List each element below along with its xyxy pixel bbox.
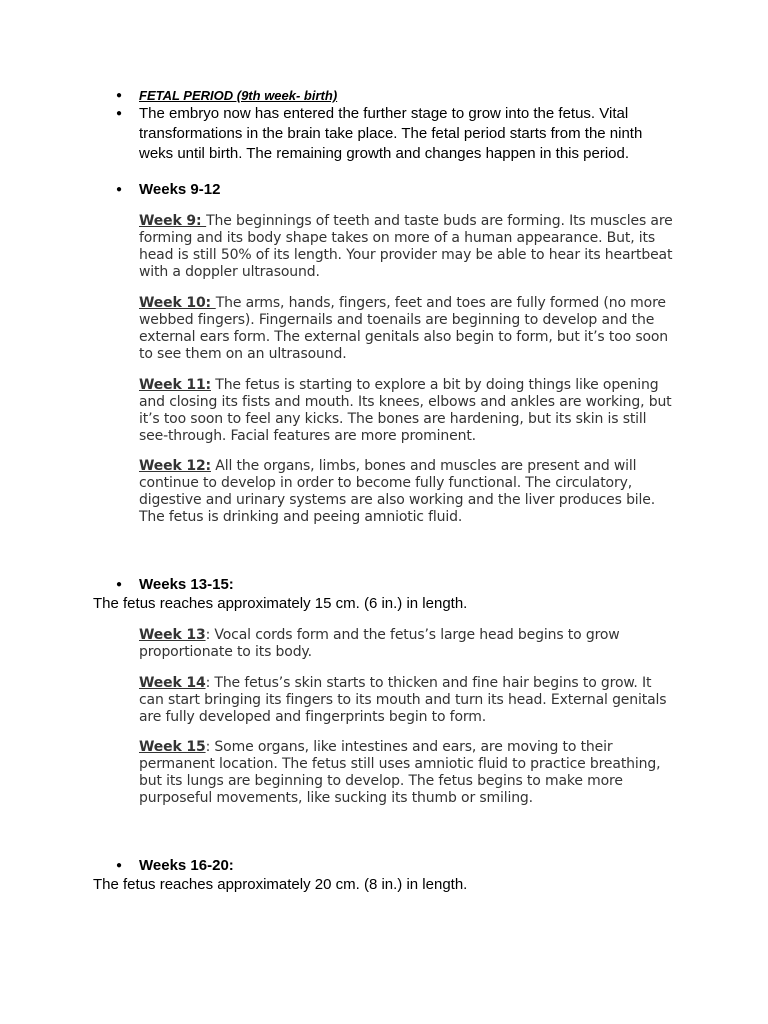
week-13-paragraph [139,627,679,661]
week-11-paragraph [139,377,679,445]
fetal-intro-item [116,104,659,164]
week-text: : The fetus’s skin starts to thicken and fine hair begins to grow. It can start bringing its fingers to its mouth and turn its head. External genitals are fully developed and fingerprints begin to form. [139,675,667,725]
week-text: The beginnings of teeth and taste buds are forming. Its muscles are forming and its body shape takes on more of a human appearance. But, its head is still 50% of its length. Your provider may be able to hear its heartbeat with a doppler ultrasound. [139,213,673,280]
week-text: All the organs, limbs, bones and muscles are present and will continue to develop in order to become fully functional. The circulatory, digestive and urinary systems are also working and the liver produces bile. The fetus is drinking and peeing amniotic fluid. [139,458,656,525]
week-15-paragraph [139,739,679,807]
week-10-paragraph [139,295,679,363]
fetal-period-heading: FETAL PERIOD (9th week- birth) [139,88,338,103]
week-label: Week 14 [139,675,206,691]
week-label: Week 13 [139,627,206,643]
length-note: The fetus reaches approximately 20 cm. (8 in.) in length. [93,876,468,893]
section-weeks-13-15 [116,575,234,594]
week-text: The arms, hands, fingers, feet and toes are fully formed (no more webbed fingers). Fingernails and toenails are beginning to develop and the external ears form. The external genitals also begin to form, but it’s too soon to see them on an ultrasound. [139,295,669,362]
section-heading: Weeks 9-12 [139,181,221,198]
section-weeks-9-12 [116,180,220,199]
bullet-icon: ● [116,90,123,101]
week-label: Week 15 [139,739,206,755]
section-heading: Weeks 13-15: [139,576,234,593]
bullet-icon: ● [116,184,123,195]
section-weeks-16-20 [116,856,234,875]
week-label: Week 12: [139,458,211,474]
section-heading: Weeks 16-20: [139,857,234,874]
bullet-icon: ● [116,108,123,119]
week-9-paragraph [139,213,679,281]
week-text: : Some organs, like intestines and ears, are moving to their permanent location. The fetus still uses amniotic fluid to practice breathing, but its lungs are beginning to develop. The fetus begins to make more purposeful movements, like sucking its thumb or smiling. [139,739,661,806]
week-text: The fetus is starting to explore a bit by doing things like opening and closing its fists and mouth. Its knees, elbows and ankles are working, but it’s too soon to feel any kicks. The bones are hardening, but its skin is still see-through. Facial features are more prominent. [139,377,672,444]
length-note: The fetus reaches approximately 15 cm. (6 in.) in length. [93,595,468,612]
week-label: Week 10: [139,295,216,311]
bullet-icon: ● [116,860,123,871]
week-label: Week 9: [139,213,207,229]
fetal-intro-paragraph: The embryo now has entered the further stage to grow into the fetus. Vital transformations in the brain take place. The fetal period starts from the ninth weks until birth. The remaining growth and changes happen in this period. [139,105,643,162]
week-14-paragraph [139,675,679,726]
week-label: Week 11: [139,377,211,393]
bullet-icon: ● [116,579,123,590]
fetal-period-item [116,86,337,105]
week-text: : Vocal cords form and the fetus’s large head begins to grow proportionate to its body. [139,627,620,660]
week-12-paragraph [139,458,679,526]
